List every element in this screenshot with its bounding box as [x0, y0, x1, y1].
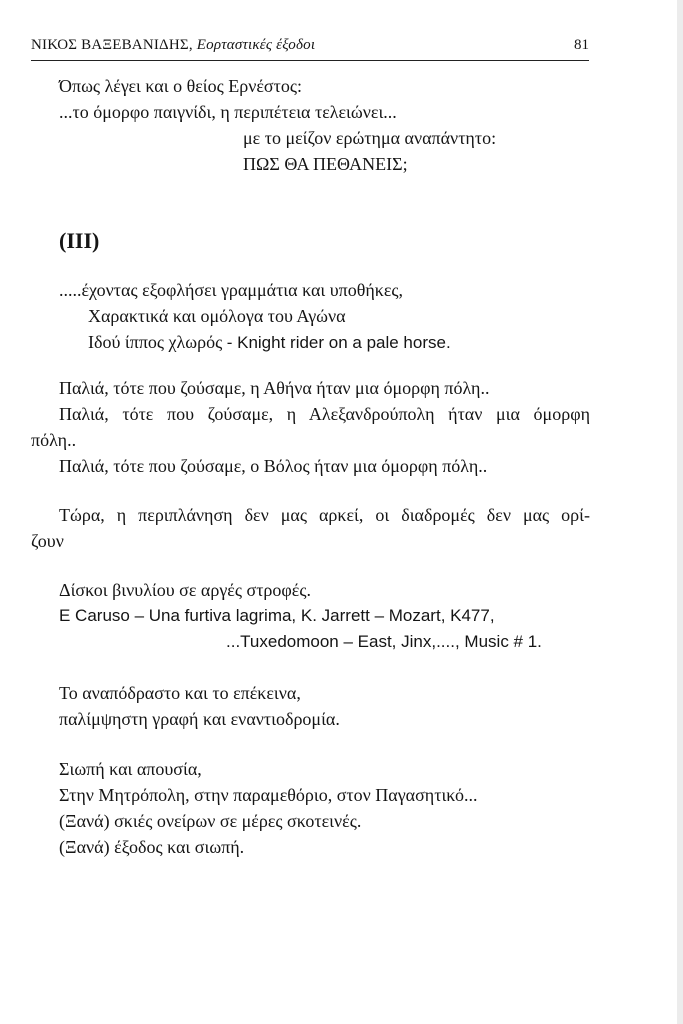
stanza3-line-3: ...Tuxedomoon – East, Jinx,...., Music # 1.	[226, 632, 542, 651]
stanza2-line-2: ζουν	[31, 531, 64, 551]
stanza1-line-3: Παλιά, τότε που ζούσαμε, ο Βόλος ήταν μια όμορφη πόλη..	[59, 456, 488, 476]
stanza4-line-1: Το αναπόδραστο και το επέκεινα,	[59, 683, 301, 703]
stanza3-line-1: Δίσκοι βινυλίου σε αργές στροφές.	[59, 580, 311, 600]
header-author: ΝΙΚΟΣ ΒΑΞΕΒΑΝΙΔΗΣ,	[31, 37, 193, 53]
stanza1-line-1: Παλιά, τότε που ζούσαμε, η Αθήνα ήταν μια όμορφη πόλη..	[59, 378, 490, 398]
stanza5-line-2: Στην Μητρόπολη, στην παραμεθόριο, στον Παγασητικό...	[59, 785, 478, 805]
stanza5-line-4: (Ξανά) έξοδος και σιωπή.	[59, 837, 245, 857]
section-heading: (III)	[59, 228, 100, 253]
part2-line-3	[88, 331, 451, 354]
part2-line-3-english: - Knight rider on a pale horse.	[226, 333, 451, 352]
part2-line-2: Χαρακτικά και ομόλογα του Αγώνα	[88, 306, 346, 326]
header-rule	[31, 60, 589, 61]
stanza5-line-3: (Ξανά) σκιές ονείρων σε μέρες σκοτεινές.	[59, 811, 362, 831]
part2-line-1: .....έχοντας εξοφλήσει γραμμάτια και υποθήκες,	[59, 280, 404, 300]
part1-line-2: ...το όμορφο παιγνίδι, η περιπέτεια τελειώνει...	[59, 102, 397, 122]
stanza4-line-2: παλίμψηστη γραφή και εναντιοδρομία.	[59, 709, 340, 729]
part2-line-3-greek: Ιδού ίππος χλωρός	[88, 332, 223, 352]
stanza3-line-2: E Caruso – Una furtiva lagrima, K. Jarrett – Mozart, K477,	[59, 606, 495, 625]
header-title: Εορταστικές έξοδοι	[196, 37, 316, 53]
part1-line-3: με το μείζον ερώτημα αναπάντητο:	[243, 128, 497, 148]
scan-edge-shadow	[677, 0, 683, 1024]
header-author-and-title	[31, 36, 315, 54]
part1-line-1: Όπως λέγει και ο θείος Ερνέστος:	[59, 76, 302, 96]
stanza5-line-1: Σιωπή και απουσία,	[59, 759, 202, 779]
page-number: 81	[574, 37, 589, 53]
part1-line-4: ΠΩΣ ΘΑ ΠΕΘΑΝΕΙΣ;	[243, 154, 408, 174]
running-header	[31, 36, 589, 60]
stanza2-line-1: Τώρα, η περιπλάνηση δεν μας αρκεί, οι διαδρομές δεν μας ορί-	[59, 505, 590, 525]
stanza1-line-2-continuation: πόλη..	[31, 430, 77, 450]
stanza1-line-2: Παλιά, τότε που ζούσαμε, η Αλεξανδρούπολη ήταν μια όμορφη	[59, 404, 590, 424]
